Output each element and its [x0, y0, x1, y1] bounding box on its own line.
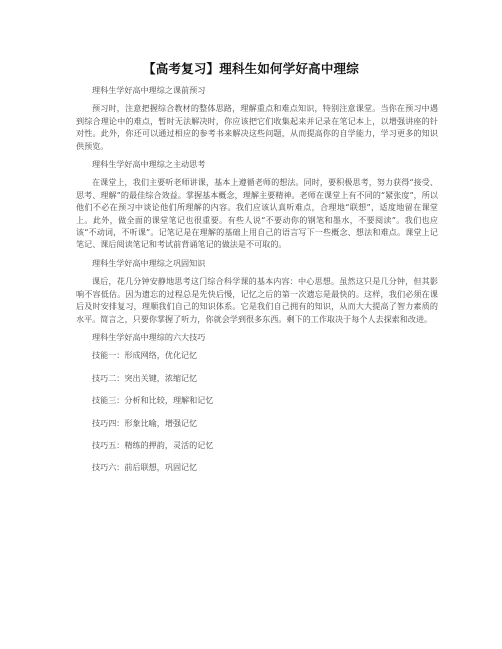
section-heading: 理科生学好高中理综之课前预习 [92, 85, 206, 95]
section-heading: 理科生学好高中理综之主动思考 [92, 159, 206, 170]
tip-item: 技巧四：形象比喻，增强记忆 [92, 417, 198, 428]
section-paragraph: 预习时，注意把握综合教材的整体思路，理解重点和难点知识，特别注意课堂。当你在预习中遇到综合理论中的难点，暂时无法解决时，你应该把它们收集起来并记录在笔记本上，以增强讲座的针对性。此外，你还可以通过相应的参考书来解决这些问题，从而提高你的自学能力，学习更多的知识供预览。 [76, 103, 438, 151]
section-heading: 理科生学好高中理综之巩固知识 [92, 257, 206, 268]
tip-item: 技巧六：前后联想，巩固记忆 [92, 462, 198, 473]
tip-item: 技能三：分析和比较，理解和记忆 [92, 395, 214, 406]
tips-heading: 理科生学好高中理综的六大技巧 [92, 331, 206, 342]
tip-item: 技巧五：精练的押韵，灵活的记忆 [92, 439, 214, 450]
document-body [76, 84, 438, 484]
document-title: 【高考复习】理科生如何学好高中理综 [143, 61, 359, 76]
tip-item: 技能一：形成网络，优化记忆 [92, 350, 198, 361]
tip-item: 技巧二：突出关键，浓缩记忆 [92, 372, 198, 383]
section-paragraph: 在课堂上，我们主要听老师讲课，基本上遵循老师的想法。同时，要积极思考，努力获得“接受、思考、理解”的最佳综合效益。掌握基本概念，理解主要精神。老师在课堂上有不同的“紧张度”，所以他们不必在预习中谈论他们所理解的内容。我们应该认真听难点，合理地“联想”，适度地留在课堂上。此外，做全面的课堂笔记也很重要。有些人说“不要动你的钢笔和墨水，不要阅读”。我们也应该“不动词，不听课”。记笔记是在理解的基础上用自己的语言写下一些概念、想法和难点。课堂上记笔记、课后阅读笔记和考试前背诵笔记的做法是不可取的。 [76, 177, 438, 250]
section-paragraph: 课后，花几分钟安静地思考这门综合科学课的基本内容：中心思想。虽然这只是几分钟，但其影响不容低估。因为遗忘的过程总是先快后慢，记忆之后的第一次遗忘是最快的。这样，我们必须在课后及时安排复习，理顺我们自己的知识体系。它是我们自己拥有的知识，从而大大提高了智力素质的水平。简言之，只要你掌握了听力，你就会学到很多东西。剩下的工作取决于每个人去探索和改进。 [76, 276, 438, 324]
